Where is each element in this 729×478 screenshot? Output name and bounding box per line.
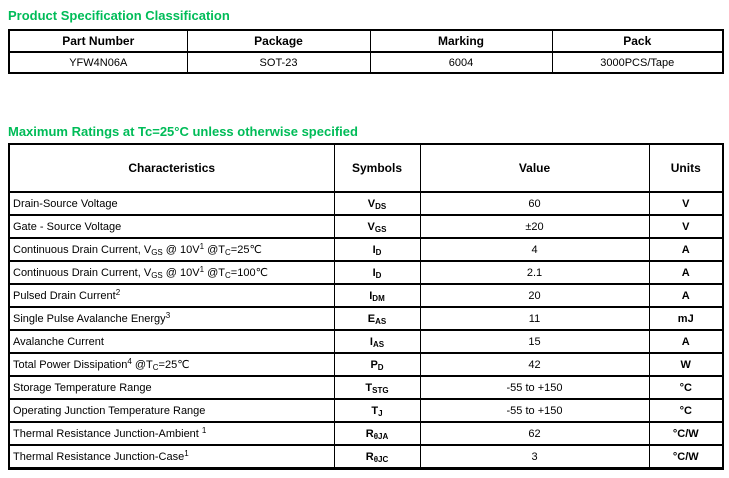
value-cell: 20 xyxy=(420,284,649,307)
value-cell: 15 xyxy=(420,330,649,353)
unit-cell: A xyxy=(649,330,723,353)
product-spec-table xyxy=(8,29,724,74)
table-row xyxy=(9,376,723,399)
table-row xyxy=(9,353,723,376)
column-header-units: Units xyxy=(649,144,723,192)
symbol-cell: $R_{\theta JC}$ xyxy=(334,445,420,469)
column-header-pack: Pack xyxy=(552,30,723,52)
characteristic-cell: Continuous Drain Current, $V_{GS}$ @ $10V^1$ $@T_C=25℃$ xyxy=(9,238,334,261)
characteristic-cell: Avalanche Current xyxy=(9,330,334,353)
unit-cell: °C xyxy=(649,399,723,422)
table-row xyxy=(9,284,723,307)
column-header-characteristics: Characteristics xyxy=(9,144,334,192)
value-cell: 62 xyxy=(420,422,649,445)
table-row xyxy=(9,215,723,238)
characteristic-cell: Single Pulse Avalanche Energy$^3$ xyxy=(9,307,334,330)
unit-cell: °C xyxy=(649,376,723,399)
unit-cell: V xyxy=(649,215,723,238)
symbol-cell: $P_D$ xyxy=(334,353,420,376)
characteristic-cell: Gate - Source Voltage xyxy=(9,215,334,238)
characteristic-cell: Operating Junction Temperature Range xyxy=(9,399,334,422)
characteristic-cell: Thermal Resistance Junction-Case$^1$ xyxy=(9,445,334,469)
symbol-cell: $E_{AS}$ xyxy=(334,307,420,330)
unit-cell: °C/W xyxy=(649,422,723,445)
column-header-value: Value xyxy=(420,144,649,192)
symbol-cell: $I_{DM}$ xyxy=(334,284,420,307)
table-row xyxy=(9,261,723,284)
table-cell: YFW4N06A xyxy=(9,52,187,73)
table-cell: SOT-23 xyxy=(187,52,370,73)
value-cell: 3 xyxy=(420,445,649,469)
value-cell: 2.1 xyxy=(420,261,649,284)
product-table-body xyxy=(9,52,723,73)
characteristic-cell: Total Power Dissipation$^4$ $@T_C=25℃$ xyxy=(9,353,334,376)
table-row xyxy=(9,307,723,330)
table-cell: 6004 xyxy=(370,52,552,73)
characteristic-cell: Storage Temperature Range xyxy=(9,376,334,399)
table-header-row xyxy=(9,30,723,52)
table-row xyxy=(9,192,723,215)
column-header-part-number: Part Number xyxy=(9,30,187,52)
characteristic-cell: Thermal Resistance Junction-Ambient $^1$ xyxy=(9,422,334,445)
unit-cell: °C/W xyxy=(649,445,723,469)
value-cell: 4 xyxy=(420,238,649,261)
symbol-cell: $V_{GS}$ xyxy=(334,215,420,238)
characteristic-cell: Pulsed Drain Current$^2$ xyxy=(9,284,334,307)
value-cell: -55 to +150 xyxy=(420,376,649,399)
ratings-table-body xyxy=(9,192,723,469)
characteristic-cell: Drain-Source Voltage xyxy=(9,192,334,215)
max-ratings-title: Maximum Ratings at Tc=25°C unless otherwise specified xyxy=(8,124,358,139)
product-spec-title: Product Specification Classification xyxy=(8,8,230,23)
symbol-cell: $T_{STG}$ xyxy=(334,376,420,399)
unit-cell: V xyxy=(649,192,723,215)
symbol-cell: $I_{AS}$ xyxy=(334,330,420,353)
unit-cell: W xyxy=(649,353,723,376)
table-header-row xyxy=(9,144,723,192)
table-row xyxy=(9,238,723,261)
value-cell: 60 xyxy=(420,192,649,215)
symbol-cell: $I_D$ xyxy=(334,261,420,284)
table-row xyxy=(9,52,723,73)
max-ratings-table xyxy=(8,143,724,470)
unit-cell: A xyxy=(649,238,723,261)
table-row xyxy=(9,445,723,469)
symbol-cell: $T_J$ xyxy=(334,399,420,422)
column-header-marking: Marking xyxy=(370,30,552,52)
unit-cell: A xyxy=(649,284,723,307)
table-cell: 3000PCS/Tape xyxy=(552,52,723,73)
value-cell: 11 xyxy=(420,307,649,330)
column-header-symbols: Symbols xyxy=(334,144,420,192)
characteristic-cell: Continuous Drain Current, $V_{GS}$ @ $10V^1$ $@T_C=100℃$ xyxy=(9,261,334,284)
value-cell: -55 to +150 xyxy=(420,399,649,422)
value-cell: 42 xyxy=(420,353,649,376)
symbol-cell: $R_{\theta JA}$ xyxy=(334,422,420,445)
symbol-cell: $I_D$ xyxy=(334,238,420,261)
table-row xyxy=(9,399,723,422)
value-cell: ±20 xyxy=(420,215,649,238)
column-header-package: Package xyxy=(187,30,370,52)
unit-cell: mJ xyxy=(649,307,723,330)
symbol-cell: $V_{DS}$ xyxy=(334,192,420,215)
table-row xyxy=(9,330,723,353)
unit-cell: A xyxy=(649,261,723,284)
table-row xyxy=(9,422,723,445)
